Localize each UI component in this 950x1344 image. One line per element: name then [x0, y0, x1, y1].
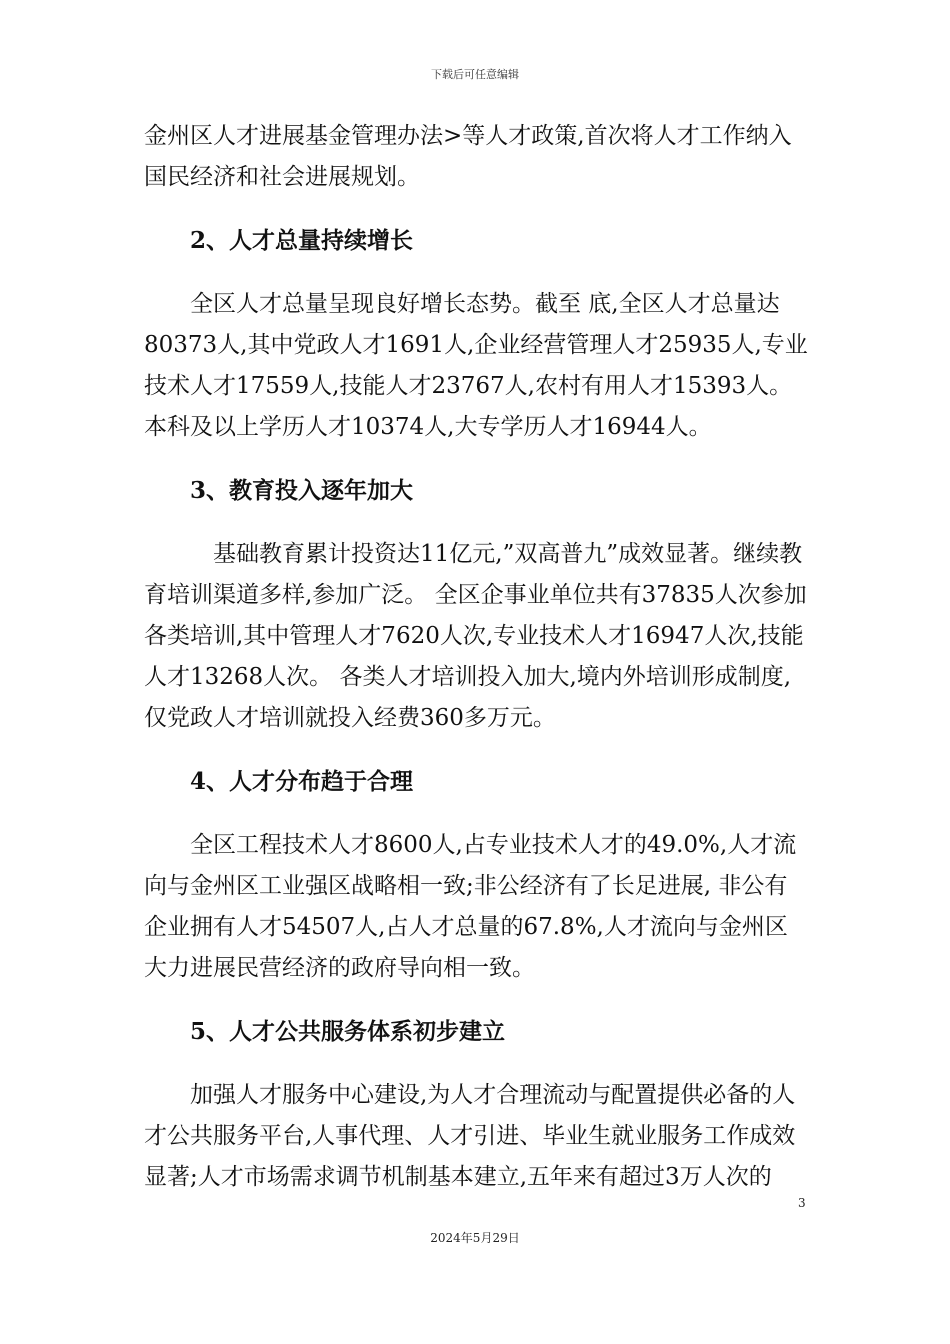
- document-body: [144, 116, 809, 1198]
- heading-public-service-system: 5、人才公共服务体系初步建立: [190, 1018, 506, 1045]
- paragraph-talent-growth: 全区人才总量呈现良好增长态势。截至 底,全区人才总量达80373人,其中党政人才1691人,企业经营管理人才25935人,专业技术人才17559人,技能人才23767人,农村有用人才15393人。本科及以上学历人才10374人,大专学历人才16944人。: [144, 291, 808, 440]
- paragraph-education-investment: 基础教育累计投资达11亿元,”双高普九”成效显著。继续教育培训渠道多样,参加广泛。 全区企事业单位共有37835人次参加各类培训,其中管理人才7620人次,专业技术人才16947人次,技能人才13268人次。 各类人才培训投入加大,境内外培训形成制度,仅党政人才培训就投入经费360多万元。: [144, 541, 807, 731]
- paragraph-policy-continuation: 金州区人才进展基金管理办法>等人才政策,首次将人才工作纳入国民经济和社会进展规划。: [144, 123, 792, 190]
- page-number: 3: [798, 1196, 806, 1210]
- heading-talent-growth: 2、人才总量持续增长: [190, 227, 414, 254]
- heading-education-investment: 3、教育投入逐年加大: [190, 477, 414, 504]
- paragraph-talent-distribution: 全区工程技术人才8600人,占专业技术人才的49.0%,人才流向与金州区工业强区战略相一致;非公经济有了长足进展, 非公有企业拥有人才54507人,占人才总量的67.8%,人才流向与金州区大力进展民营经济的政府导向相一致。: [144, 832, 797, 981]
- footer-date: 2024年5月29日: [430, 1231, 520, 1245]
- heading-talent-distribution: 4、人才分布趋于合理: [190, 768, 414, 795]
- paragraph-public-service-system: 加强人才服务中心建设,为人才合理流动与配置提供必备的人才公共服务平台,人事代理、人才引进、毕业生就业服务工作成效显著;人才市场需求调节机制基本建立,五年来有超过3万人次的: [144, 1082, 796, 1190]
- page-header: 下载后可任意编辑: [431, 68, 519, 81]
